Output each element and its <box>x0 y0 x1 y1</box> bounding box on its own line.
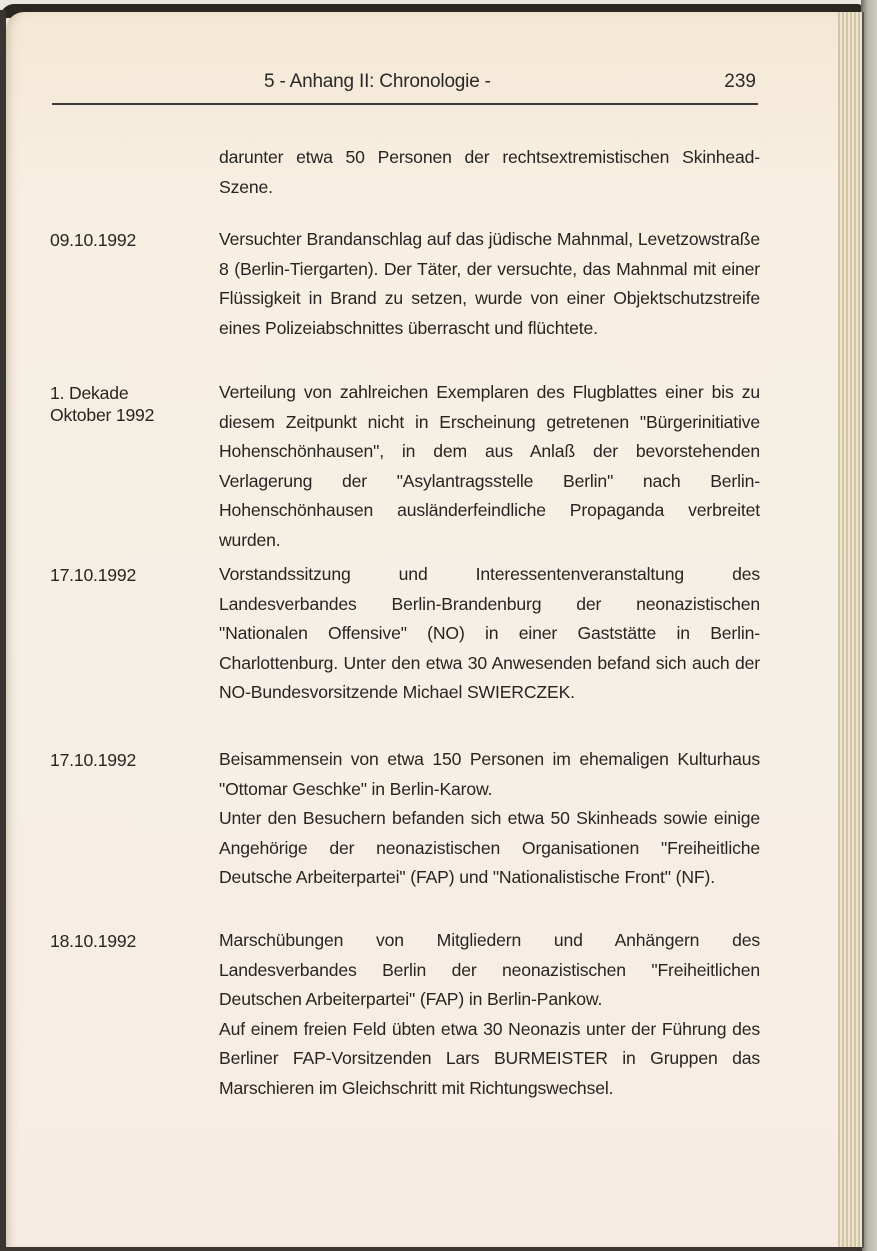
entry-date: 18.10.1992 <box>50 931 137 951</box>
entry-paragraph: darunter etwa 50 Personen der rechtsextremistischen Skinhead-Szene. <box>219 147 760 197</box>
entry-text <box>219 378 760 555</box>
entry-date <box>50 382 210 426</box>
entry-date: 09.10.1992 <box>50 230 137 250</box>
page-stack-edge <box>836 12 864 1248</box>
running-head-title: 5 - Anhang II: Chronologie - <box>264 71 491 92</box>
entry-text <box>219 745 760 893</box>
entry-paragraph: Versuchter Brandanschlag auf das jüdische Mahnmal, Levetzowstraße 8 (Berlin-Tiergarten). Der Täter, der versuchte, das Mahnmal mit einer Flüssigkeit in Brand zu setzen, wurde von einer Objektschutzstreife eines Polizeiabschnittes überrascht und flüchtete. <box>219 229 760 338</box>
page <box>6 12 838 1248</box>
entry-date: 17.10.1992 <box>50 565 137 585</box>
entry-text <box>219 926 760 1103</box>
book-cover-edge-bottom <box>0 1247 862 1251</box>
entry-paragraph: Marschübungen von Mitgliedern und Anhängern des Landesverbandes Berlin der neonazistischen "Freiheitlichen Deutschen Arbeiterpartei" (FAP) in Berlin-Pankow. <box>219 930 760 1009</box>
entry-text <box>219 143 760 202</box>
entry-paragraph: Auf einem freien Feld übten etwa 30 Neonazis unter der Führung des Berliner FAP-Vorsitzenden Lars BURMEISTER in Gruppen das Marschieren im Gleichschritt mit Richtungswechsel. <box>219 1018 760 1098</box>
entry-date-line: 1. Dekade <box>50 383 129 403</box>
header-rule <box>52 103 758 105</box>
entry-paragraph: Unter den Besuchern befanden sich etwa 50 Skinheads sowie einige Angehörige der neonazistischen Organisationen "Freiheitliche Deutsche Arbeiterpartei" (FAP) und "Nationalistische Front" (NF). <box>219 808 760 887</box>
entry-text <box>219 560 760 708</box>
entry-paragraph: Beisammensein von etwa 150 Personen im ehemaligen Kulturhaus "Ottomar Geschke" in Berlin-Karow. <box>219 749 760 799</box>
entry-paragraph: Vorstandssitzung und Interessentenveranstaltung des Landesverbandes Berlin-Brandenburg der neonazistischen "Nationalen Offensive" (NO) in einer Gaststätte in Berlin-Charlottenburg. Unter den etwa 30 Anwesenden befand sich auch der NO-Bundesvorsitzende Michael SWIERCZEK. <box>219 564 760 702</box>
entry-date: 17.10.1992 <box>50 750 137 770</box>
running-head <box>50 64 758 98</box>
entry-date-line: Oktober 1992 <box>50 405 155 425</box>
entry-text <box>219 225 760 343</box>
page-number: 239 <box>724 71 756 92</box>
entry-paragraph: Verteilung von zahlreichen Exemplaren des Flugblattes einer bis zu diesem Zeitpunkt nicht in Erscheinung getretenen "Bürgerinitiative Hohenschönhausen", in dem aus Anlaß der bevorstehenden Verlagerung der "Asylantragsstelle Berlin" nach Berlin-Hohenschönhausen ausländerfeindliche Propaganda verbreitet wurden. <box>219 382 760 550</box>
